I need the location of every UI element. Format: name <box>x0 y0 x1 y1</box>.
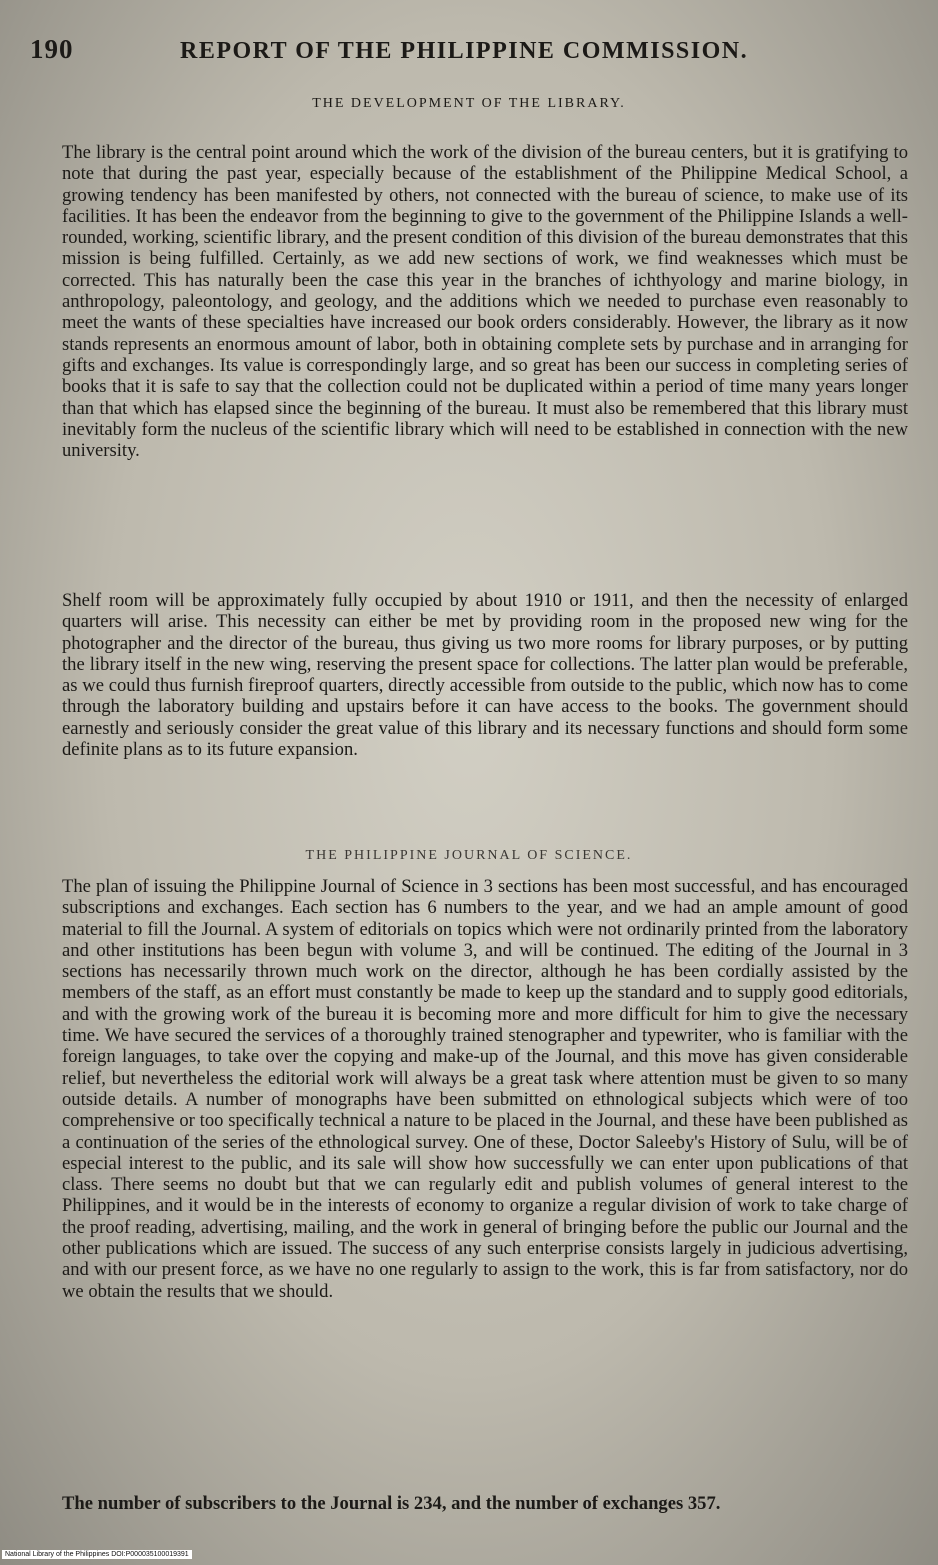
paragraph-library-1 <box>62 142 908 461</box>
paragraph-text: The plan of issuing the Philippine Journal of Science in 3 sections has been most successful, and has encouraged subscriptions and exchanges. Each section has 6 numbers to the year, and we had an ample amount of good material to fill the Journal. A system of editorials on topics which were not ordinarily printed from the laboratory and other institutions has been begun with volume 3, and will be continued. The editing of the Journal in 3 sections has necessarily thrown much work on the director, although he has been cordially assisted by the members of the staff, as an effort must constantly be made to keep up the standard and to supply good editorials, and with the growing work of the bureau it is becoming more and more difficult for him to give the necessary time. We have secured the services of a thoroughly trained stenographer and typewriter, who is familiar with the foreign languages, to take over the copying and make-up of the Journal, and this move has given considerable relief, but nevertheless the editorial work will always be a great task where attention must be given to so many outside details. A number of monographs have been submitted on ethnological subjects which were of too comprehensive or too specifically technical a nature to be placed in the Journal, and these have been published as a continuation of the series of the ethnological survey. One of these, Doctor Saleeby's History of Sulu, will be of especial interest to the public, and its sale will show how successfully we can enter upon publications of that class. There seems no doubt but that we can regularly edit and publish volumes of general interest to the Philippines, and it would be in the interests of economy to organize a regular division of work to take charge of the proof reading, advertising, mailing, and the work in general of bringing before the public our Journal and the other publications which are issued. The success of any such enterprise consists largely in judicious advertising, and with our present force, as we have no one regularly to assign to the work, this is far from satisfactory, nor do we obtain the results that we should. <box>62 876 908 1302</box>
running-title: REPORT OF THE PHILIPPINE COMMISSION. <box>180 38 749 64</box>
paragraph-journal-1 <box>62 876 908 1302</box>
paragraph-library-2 <box>62 590 908 760</box>
paragraph-text: The number of subscribers to the Journal is 234, and the number of exchanges 357. <box>62 1493 721 1514</box>
running-head <box>30 34 910 70</box>
page-number: 190 <box>30 34 74 64</box>
paragraph-journal-2 <box>62 1493 908 1514</box>
paragraph-text: The library is the central point around which the work of the division of the bureau centers, but it is gratifying to note that during the past year, especially because of the establishment of the Philippine Medical School, a growing tendency has been manifested by others, not connected with the bureau of science, to make use of its facilities. It has been the endeavor from the beginning to give to the government of the Philippine Islands a well-rounded, working, scientific library, and the present condition of this division of the bureau demonstrates that this mission is being fulfilled. Certainly, as we add new sections of work, we find weaknesses which must be corrected. This has naturally been the case this year in the branches of ichthyology and marine biology, in anthropology, paleontology, and geology, and the additions which we needed to purchase even reasonably to meet the wants of these specialties have increased our book orders considerably. However, the library as it now stands represents an enormous amount of labor, both in obtaining complete sets by purchase and in arranging for gifts and exchanges. Its value is correspondingly large, and so great has been our success in completing series of books that it is safe to say that the collection could not be duplicated within a period of time many years longer than that which has elapsed since the beginning of the bureau. It must also be remembered that this library must inevitably form the nucleus of the scientific library which will need to be established in connection with the new university. <box>62 142 908 462</box>
section-heading-journal: THE PHILIPPINE JOURNAL OF SCIENCE. <box>305 848 633 863</box>
paragraph-text: Shelf room will be approximately fully occupied by about 1910 or 1911, and then the necessity of enlarged quarters will arise. This necessity can either be met by providing room in the proposed new wing for the photographer and the director of the bureau, thus giving us two more rooms for library purposes, or by putting the library itself in the new wing, reserving the present space for collections. The latter plan would be preferable, as we could thus furnish fireproof quarters, directly accessible from outside to the public, which now has to come through the laboratory building and upstairs before it can have access to the books. The government should earnestly and seriously consider the great value of this library and its necessary functions and should form some definite plans as to its future expansion. <box>62 590 908 761</box>
section-heading-library: THE DEVELOPMENT OF THE LIBRARY. <box>312 96 626 111</box>
scan-credit: National Library of the Philippines DOI:P000035100019391 <box>2 1550 192 1559</box>
